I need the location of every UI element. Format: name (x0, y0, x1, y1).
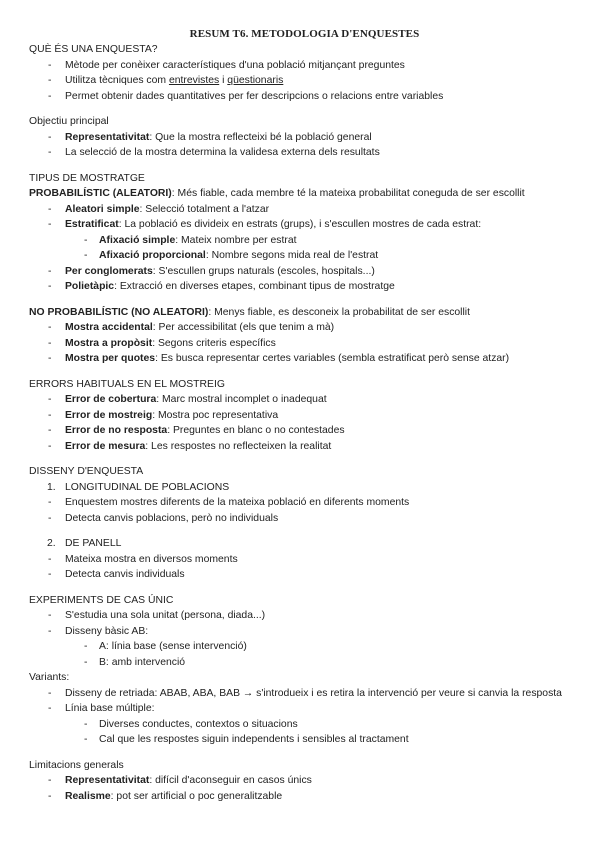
list-item: - Mateixa mostra en diversos moments (48, 553, 238, 565)
heading-que-es: QUÈ ÉS UNA ENQUESTA? (29, 44, 158, 55)
link-questionaris[interactable]: qüestionaris (227, 75, 284, 86)
sub-list-item: - Afixació proporcional: Nombre segons mida real de l'estrat (84, 250, 379, 261)
list-item: - Enquestem mostres diferents de la mateixa població en diferents moments (48, 497, 410, 508)
list-item: - Mètode per conèixer característiques d'una població mitjançant preguntes (48, 59, 405, 71)
list-item: - Realisme: pot ser artificial o poc generalitzable (48, 790, 283, 802)
list-item: - Mostra accidental: Per accessibilitat (els que tenim a mà) (48, 322, 335, 333)
list-item: - Representativitat: difícil d'aconseguir en casos únics (48, 775, 312, 786)
sub-list-item: - Cal que les respostes siguin independents i sensibles al tractament (84, 734, 409, 745)
list-item: - Estratificat: La població es divideix en estrats (grups), i s'escullen mostres de cada estrat: (48, 219, 482, 230)
heading-experiments: EXPERIMENTS DE CAS ÚNIC (29, 594, 174, 606)
list-item: - Error de mesura: Les respostes no reflecteixen la realitat (48, 440, 332, 452)
link-entrevistes[interactable]: entrevistes (168, 75, 220, 86)
list-item: - Disseny de retriada: ABAB, ABA, BAB → s'introdueix i es retira la intervenció per veure si canvia la resposta (48, 687, 562, 699)
list-item: - Mostra a propòsit: Segons criteris específics (48, 337, 276, 349)
list-item: - S'estudia una sola unitat (persona, diada...) (48, 610, 266, 621)
heading-mostratge: TIPUS DE MOSTRATGE (29, 172, 145, 184)
definition-probabilistic: PROBABILÍSTIC (ALEATORI): Més fiable, cada membre té la mateixa probabilitat coneguda de ser escollit (29, 188, 525, 199)
list-item: - Permet obtenir dades quantitatives per fer descripcions o relacions entre variables (48, 90, 444, 102)
list-item: - Per conglomerats: S'escullen grups naturals (escoles, hospitals...) (48, 265, 375, 277)
list-item: - Utilitza tècniques com entrevistes i qüestionaris (48, 75, 284, 86)
heading-objectiu: Objectiu principal (29, 116, 109, 127)
definition-no-probabilistic: NO PROBABILÍSTIC (NO ALEATORI): Menys fiable, es desconeix la probabilitat de ser escollit (29, 306, 470, 318)
list-item: - Polietàpic: Extracció en diverses etapes, combinant tipus de mostratge (48, 281, 395, 292)
sub-list-item: - A: línia base (sense intervenció) (84, 641, 247, 652)
numbered-item-panell: 2. DE PANELL (47, 538, 122, 549)
document-title: RESUM T6. METODOLOGIA D'ENQUESTES (189, 28, 420, 40)
list-item: - Detecta canvis individuals (48, 569, 185, 580)
list-item: - La selecció de la mostra determina la validesa externa dels resultats (48, 147, 380, 158)
heading-limitacions: Limitacions generals (29, 759, 124, 771)
sub-list-item: - B: amb intervenció (84, 656, 186, 668)
list-item: - Disseny bàsic AB: (48, 625, 149, 637)
list-item: - Línia base múltiple: (48, 703, 155, 714)
list-item: - Error de cobertura: Marc mostral incomplet o inadequat (48, 394, 327, 405)
numbered-item-longitudinal: 1. LONGITUDINAL DE POBLACIONS (47, 481, 230, 493)
list-item: - Error de mostreig: Mostra poc representativa (48, 409, 279, 421)
heading-errors: ERRORS HABITUALS EN EL MOSTREIG (29, 378, 225, 390)
list-item: - Representativitat: Que la mostra reflecteixi bé la població general (48, 131, 372, 143)
list-item: - Mostra per quotes: Es busca representar certes variables (sembla estratificat però sense atzar) (48, 353, 510, 364)
sub-list-item: - Diverses conductes, contextos o situacions (84, 718, 298, 730)
list-item: - Detecta canvis poblacions, però no individuals (48, 512, 279, 524)
heading-disseny: DISSENY D'ENQUESTA (29, 466, 144, 477)
list-item: - Aleatori simple: Selecció totalment a l'atzar (48, 203, 270, 215)
list-item: - Error de no resposta: Preguntes en blanc o no contestades (48, 425, 345, 436)
heading-variants: Variants: (29, 672, 70, 683)
sub-list-item: - Afixació simple: Mateix nombre per estrat (84, 234, 297, 246)
